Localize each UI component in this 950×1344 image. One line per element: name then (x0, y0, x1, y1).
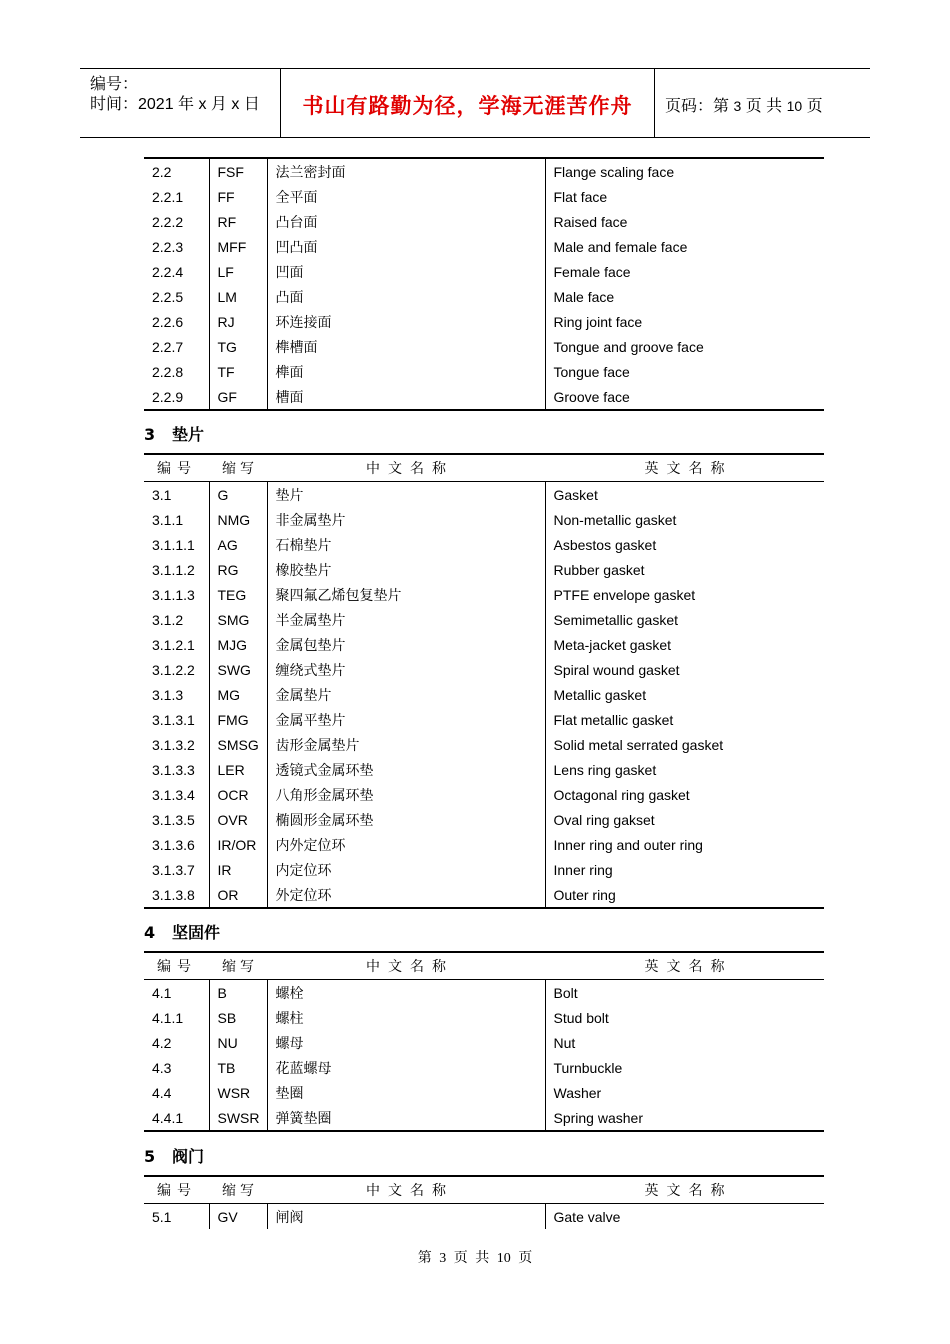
header-abbr: 缩写 (209, 1176, 267, 1204)
section-title-valve (144, 1144, 204, 1167)
page-prefix: 页码：第 (665, 98, 730, 115)
header-chinese: 中文名称 (267, 454, 545, 482)
section-number: 3 (144, 425, 156, 444)
cell-abbr: SB (209, 1005, 267, 1030)
header-abbr: 缩写 (209, 952, 267, 980)
cell-number: 3.1.2.2 (144, 657, 209, 682)
cell-abbr: MG (209, 682, 267, 707)
cell-abbr: NU (209, 1030, 267, 1055)
cell-number: 2.2.1 (144, 184, 209, 209)
cell-english: Tongue and groove face (553, 338, 704, 355)
cell-abbr: GV (209, 1204, 267, 1230)
cell-chinese: 闸阀 (267, 1204, 545, 1230)
cell-abbr: RG (209, 557, 267, 582)
cell-number: 2.2.3 (144, 234, 209, 259)
table-row (144, 507, 824, 532)
cell-abbr: G (209, 482, 267, 508)
cell-chinese: 花蓝螺母 (267, 1055, 545, 1080)
table-row (144, 259, 824, 284)
table-row (144, 682, 824, 707)
table-row (144, 284, 824, 309)
table-header-row (144, 1176, 824, 1204)
table-row (144, 384, 824, 410)
cell-number: 2.2.7 (144, 334, 209, 359)
cell-number: 3.1.3 (144, 682, 209, 707)
cell-number: 3.1.1.1 (144, 532, 209, 557)
table-row (144, 209, 824, 234)
cell-number: 4.1 (144, 980, 209, 1006)
table-row (144, 1080, 824, 1105)
cell-number: 3.1.3.5 (144, 807, 209, 832)
header-chinese: 中文名称 (267, 1176, 545, 1204)
table-row (144, 532, 824, 557)
table-row (144, 557, 824, 582)
page-footer: 第 3 页 共 10 页 (417, 1251, 533, 1266)
cell-chinese: 法兰密封面 (267, 158, 545, 184)
cell-abbr: IR/OR (209, 832, 267, 857)
table-row (144, 1055, 824, 1080)
cell-chinese: 槽面 (267, 384, 545, 410)
table-header-row (144, 454, 824, 482)
cell-abbr: RF (209, 209, 267, 234)
cell-number: 2.2 (144, 158, 209, 184)
cell-english: Metallic gasket (553, 686, 647, 703)
cell-english: Inner ring and outer ring (553, 836, 703, 853)
cell-number: 2.2.2 (144, 209, 209, 234)
cell-english: Non-metallic gasket (553, 511, 677, 528)
cell-abbr: GF (209, 384, 267, 410)
cell-english: Male and female face (553, 238, 688, 255)
cell-abbr: IR (209, 857, 267, 882)
table-row (144, 782, 824, 807)
cell-chinese: 内定位环 (267, 857, 545, 882)
cell-abbr: LER (209, 757, 267, 782)
table-row (144, 1105, 824, 1131)
cell-number: 5.1 (144, 1204, 209, 1230)
table-row (144, 607, 824, 632)
time-label: 时间：2021 年 x 月 x 日 (90, 96, 260, 113)
cell-number: 3.1.1.2 (144, 557, 209, 582)
table-row (144, 757, 824, 782)
table-row (144, 582, 824, 607)
cell-abbr: WSR (209, 1080, 267, 1105)
cell-english: Gasket (553, 486, 598, 503)
cell-chinese: 橡胶垫片 (267, 557, 545, 582)
cell-english: Ring joint face (553, 313, 643, 330)
cell-abbr: SMSG (209, 732, 267, 757)
cell-english: Spring washer (553, 1109, 643, 1126)
cell-number: 3.1.1 (144, 507, 209, 532)
table-row (144, 882, 824, 908)
cell-chinese: 榫槽面 (267, 334, 545, 359)
cell-abbr: NMG (209, 507, 267, 532)
cell-chinese: 金属垫片 (267, 682, 545, 707)
cell-abbr: RJ (209, 309, 267, 334)
table-row (144, 1204, 824, 1230)
cell-chinese: 缠绕式垫片 (267, 657, 545, 682)
cell-english: Solid metal serrated gasket (553, 736, 724, 753)
cell-abbr: OVR (209, 807, 267, 832)
cell-abbr: LF (209, 259, 267, 284)
cell-number: 3.1.3.6 (144, 832, 209, 857)
header-motto-cell (281, 69, 655, 137)
table-row (144, 707, 824, 732)
cell-english: Groove face (553, 388, 630, 405)
cell-chinese: 凹凸面 (267, 234, 545, 259)
table-row (144, 832, 824, 857)
cell-english: Male face (553, 288, 615, 305)
cell-english: Turnbuckle (553, 1059, 623, 1076)
cell-chinese: 螺柱 (267, 1005, 545, 1030)
cell-number: 2.2.6 (144, 309, 209, 334)
cell-english: Meta-jacket gasket (553, 636, 671, 653)
header-number: 编号 (144, 1176, 209, 1204)
cell-abbr: OCR (209, 782, 267, 807)
cell-abbr: LM (209, 284, 267, 309)
table-row (144, 857, 824, 882)
cell-abbr: MJG (209, 632, 267, 657)
section-title-gasket (144, 422, 204, 445)
table-row (144, 234, 824, 259)
section-name: 垫片 (172, 425, 205, 444)
cell-number: 3.1.3.1 (144, 707, 209, 732)
page-total: 10 (786, 98, 803, 114)
cell-number: 2.2.9 (144, 384, 209, 410)
cell-english: Semimetallic gasket (553, 611, 678, 628)
cell-english: Nut (553, 1034, 576, 1051)
cell-chinese: 齿形金属垫片 (267, 732, 545, 757)
cell-chinese: 聚四氟乙烯包复垫片 (267, 582, 545, 607)
page-mid: 页 共 (745, 98, 783, 115)
cell-number: 4.4.1 (144, 1105, 209, 1131)
cell-english: Washer (553, 1084, 602, 1101)
section-name: 坚固件 (172, 923, 221, 942)
cell-chinese: 全平面 (267, 184, 545, 209)
cell-english: Stud bolt (553, 1009, 609, 1026)
cell-chinese: 内外定位环 (267, 832, 545, 857)
flange-face-table (144, 157, 824, 411)
cell-number: 3.1.3.3 (144, 757, 209, 782)
cell-abbr: TF (209, 359, 267, 384)
cell-chinese: 环连接面 (267, 309, 545, 334)
cell-abbr: AG (209, 532, 267, 557)
cell-abbr: SWSR (209, 1105, 267, 1131)
header-meta (80, 69, 281, 137)
cell-number: 2.2.4 (144, 259, 209, 284)
cell-abbr: SWG (209, 657, 267, 682)
page-indicator (665, 93, 823, 116)
cell-abbr: TEG (209, 582, 267, 607)
cell-english: Oval ring gakset (553, 811, 655, 828)
valve-table (144, 1175, 824, 1229)
cell-abbr: TB (209, 1055, 267, 1080)
section-name: 阀门 (172, 1147, 205, 1166)
header-english: 英文名称 (545, 1176, 824, 1204)
number-label: 编号： (90, 76, 139, 93)
section-number: 4 (144, 923, 156, 942)
cell-english: Raised face (553, 213, 628, 230)
cell-chinese: 垫圈 (267, 1080, 545, 1105)
cell-abbr: SMG (209, 607, 267, 632)
cell-chinese: 凸面 (267, 284, 545, 309)
cell-english: Lens ring gasket (553, 761, 657, 778)
cell-number: 2.2.8 (144, 359, 209, 384)
page-current: 3 (733, 98, 742, 114)
table-row (144, 807, 824, 832)
cell-chinese: 半金属垫片 (267, 607, 545, 632)
cell-abbr: FMG (209, 707, 267, 732)
cell-abbr: B (209, 980, 267, 1006)
table-row (144, 1030, 824, 1055)
table-row (144, 1005, 824, 1030)
table-row (144, 482, 824, 508)
cell-abbr: OR (209, 882, 267, 908)
cell-chinese: 凸台面 (267, 209, 545, 234)
cell-abbr: FSF (209, 158, 267, 184)
cell-english: Outer ring (553, 886, 616, 903)
table-row (144, 980, 824, 1006)
page-suffix: 页 (806, 98, 823, 115)
table-row (144, 334, 824, 359)
cell-number: 3.1.3.8 (144, 882, 209, 908)
cell-chinese: 八角形金属环垫 (267, 782, 545, 807)
cell-english: Inner ring (553, 861, 613, 878)
cell-english: Asbestos gasket (553, 536, 657, 553)
header-page-cell (655, 69, 870, 137)
table-row (144, 184, 824, 209)
table-row (144, 657, 824, 682)
cell-english: Bolt (553, 984, 578, 1001)
cell-chinese: 螺母 (267, 1030, 545, 1055)
cell-number: 3.1.1.3 (144, 582, 209, 607)
fastener-table (144, 951, 824, 1132)
cell-english: Spiral wound gasket (553, 661, 680, 678)
cell-number: 3.1 (144, 482, 209, 508)
cell-number: 4.2 (144, 1030, 209, 1055)
cell-abbr: FF (209, 184, 267, 209)
cell-chinese: 金属平垫片 (267, 707, 545, 732)
cell-number: 3.1.3.7 (144, 857, 209, 882)
cell-english: Flange scaling face (553, 163, 675, 180)
motto: 书山有路勤为径，学海无涯苦作舟 (302, 94, 633, 118)
cell-chinese: 石棉垫片 (267, 532, 545, 557)
table-row (144, 732, 824, 757)
cell-english: Tongue face (553, 363, 630, 380)
table-row (144, 309, 824, 334)
section-number: 5 (144, 1147, 156, 1166)
cell-number: 3.1.3.2 (144, 732, 209, 757)
header-abbr: 缩写 (209, 454, 267, 482)
cell-chinese: 螺栓 (267, 980, 545, 1006)
gasket-table (144, 453, 824, 909)
cell-english: Gate valve (553, 1208, 621, 1225)
cell-number: 4.1.1 (144, 1005, 209, 1030)
cell-chinese: 外定位环 (267, 882, 545, 908)
header-number: 编号 (144, 454, 209, 482)
cell-chinese: 弹簧垫圈 (267, 1105, 545, 1131)
cell-chinese: 透镜式金属环垫 (267, 757, 545, 782)
table-row (144, 359, 824, 384)
cell-chinese: 榫面 (267, 359, 545, 384)
cell-number: 4.3 (144, 1055, 209, 1080)
cell-chinese: 非金属垫片 (267, 507, 545, 532)
table-header-row (144, 952, 824, 980)
cell-english: Flat face (553, 188, 608, 205)
cell-english: Rubber gasket (553, 561, 645, 578)
cell-chinese: 凹面 (267, 259, 545, 284)
cell-english: Female face (553, 263, 631, 280)
cell-number: 4.4 (144, 1080, 209, 1105)
table-row (144, 632, 824, 657)
header-chinese: 中文名称 (267, 952, 545, 980)
cell-abbr: MFF (209, 234, 267, 259)
section-title-fastener (144, 920, 220, 943)
cell-english: Octagonal ring gasket (553, 786, 690, 803)
cell-chinese: 椭圆形金属环垫 (267, 807, 545, 832)
cell-number: 3.1.3.4 (144, 782, 209, 807)
cell-english: PTFE envelope gasket (553, 586, 696, 603)
table-row (144, 158, 824, 184)
cell-chinese: 金属包垫片 (267, 632, 545, 657)
cell-abbr: TG (209, 334, 267, 359)
cell-number: 3.1.2.1 (144, 632, 209, 657)
cell-number: 2.2.5 (144, 284, 209, 309)
cell-chinese: 垫片 (267, 482, 545, 508)
cell-english: Flat metallic gasket (553, 711, 674, 728)
header-number: 编号 (144, 952, 209, 980)
page-header (80, 68, 870, 138)
cell-number: 3.1.2 (144, 607, 209, 632)
header-english: 英文名称 (545, 952, 824, 980)
header-english: 英文名称 (545, 454, 824, 482)
